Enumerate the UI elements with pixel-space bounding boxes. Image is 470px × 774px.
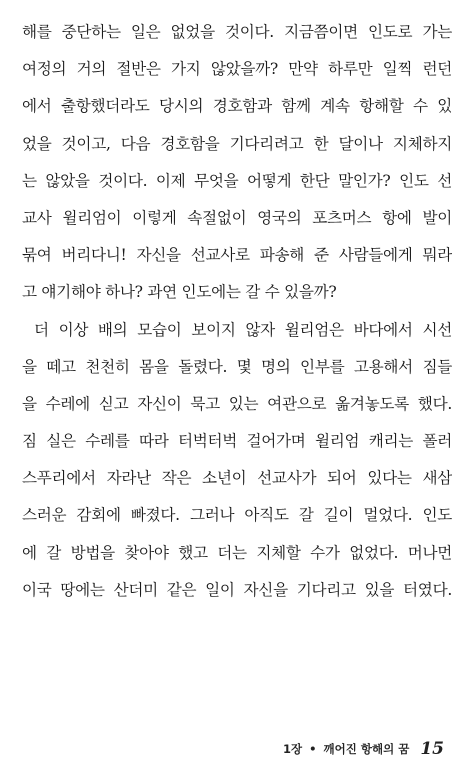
- text-line: 여정의 거의 절반은 가지 않았을까? 만약 하루만 일찍 런던: [22, 60, 452, 79]
- paragraph-start-line: 더 이상 배의 모습이 보이지 않자 윌리엄은 바다에서 시선: [34, 320, 452, 339]
- paragraph-end-line: 고 얘기해야 하나? 과연 인도에는 갈 수 있을까?: [22, 283, 337, 302]
- text-line: 짐 실은 수레를 따라 터벅터벅 걸어가며 윌리엄 캐리는 폴러: [22, 432, 452, 451]
- text-line: 해를 중단하는 일은 없었을 것이다. 지금쯤이면 인도로 가는: [22, 23, 452, 41]
- text-line: 을 수레에 싣고 자신이 묵고 있는 여관으로 옮겨놓도록 했다.: [22, 394, 452, 413]
- chapter-title: 깨어진 항해의 꿈: [323, 742, 410, 756]
- chapter-number: 1장: [283, 742, 303, 756]
- footer-separator: •: [309, 742, 317, 756]
- text-line: 는 않았을 것이다. 이제 무엇을 어떻게 한단 말인가? 인도 선: [22, 171, 452, 190]
- text-line: 었을 것이고, 다음 경호함을 기다리려고 한 달이나 지체하지: [22, 134, 452, 153]
- text-line: 을 떼고 천천히 몸을 돌렸다. 몇 명의 인부를 고용해서 짐들: [22, 357, 452, 376]
- text-line: 에서 출항했더라도 당시의 경호함과 함께 계속 항해할 수 있: [22, 97, 452, 116]
- body-text: [22, 14, 452, 609]
- text-line: 교사 윌리엄이 이렇게 속절없이 영국의 포츠머스 항에 발이: [22, 208, 452, 227]
- text-line: 스푸리에서 자라난 작은 소년이 선교사가 되어 있다는 새삼: [22, 469, 452, 488]
- page-number: 15: [420, 739, 444, 759]
- text-line: 이국 땅에는 산더미 같은 일이 자신을 기다리고 있을 터였다.: [22, 580, 452, 599]
- text-line: 스러운 감회에 빠졌다. 그러나 아직도 갈 길이 멀었다. 인도: [22, 506, 452, 525]
- running-footer: [283, 737, 444, 761]
- text-line: 에 갈 방법을 찾아야 했고 더는 지체할 수가 없었다. 머나먼: [22, 543, 452, 562]
- text-line: 묶여 버리다니! 자신을 선교사로 파송해 준 사람들에게 뭐라: [22, 246, 452, 265]
